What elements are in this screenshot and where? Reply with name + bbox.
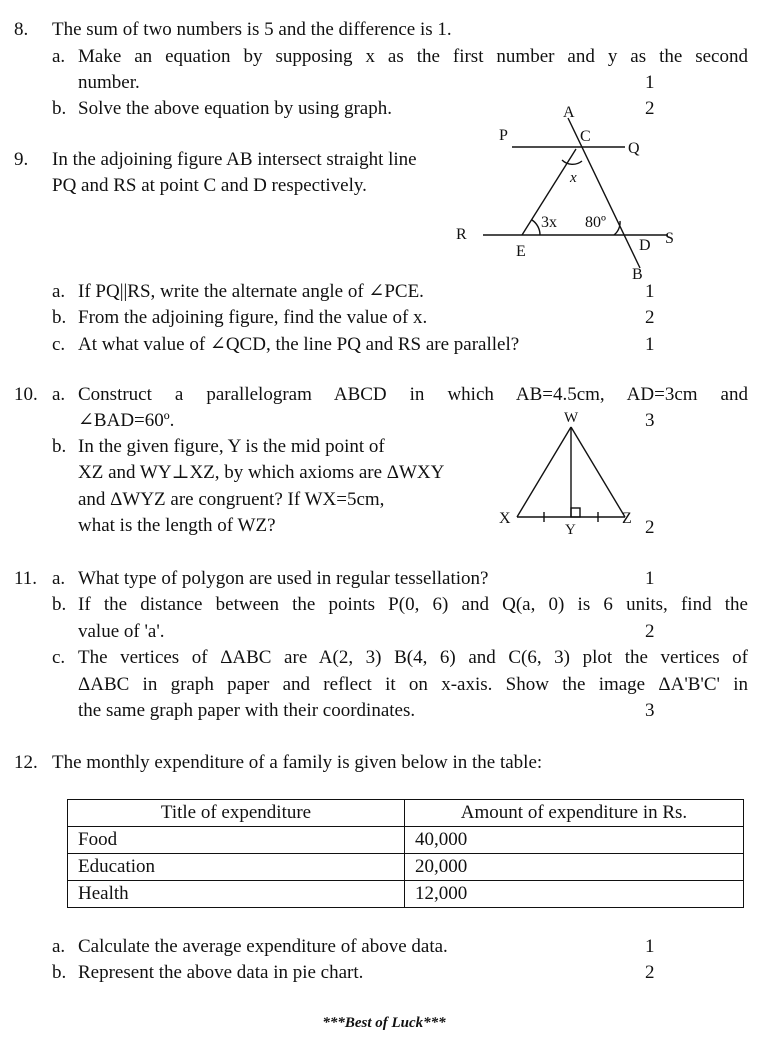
q10a-marks: 3 xyxy=(645,410,655,431)
q10-figure xyxy=(495,405,645,540)
q12a-label: a. xyxy=(52,936,66,957)
label-q: Q xyxy=(628,140,640,157)
table-header-row xyxy=(68,800,744,827)
label-p: P xyxy=(499,127,508,144)
q11b-text-cont: value of 'a'. xyxy=(78,621,165,642)
q10b-text-line3: and ΔWYZ are congruent? If WX=5cm, xyxy=(78,489,385,510)
q9a-marks: 1 xyxy=(645,281,655,302)
angle-3x-label: 3x xyxy=(541,214,557,231)
q11-number: 11. xyxy=(14,568,38,589)
right-angle-mark xyxy=(571,508,580,517)
q10a-label: a. xyxy=(52,384,66,405)
q12a-marks: 1 xyxy=(645,936,655,957)
q11c-label: c. xyxy=(52,647,66,668)
q9a-text: If PQ||RS, write the alternate angle of ∠PCE. xyxy=(78,281,424,302)
q12b-label: b. xyxy=(52,962,67,983)
q10-number: 10. xyxy=(14,384,38,405)
q11c-text-line3: the same graph paper with their coordinates. xyxy=(78,700,416,721)
q8-number: 8. xyxy=(14,19,29,40)
expenditure-table xyxy=(67,799,744,908)
footer-best-of-luck: ***Best of Luck*** xyxy=(322,1015,446,1031)
q12a-text: Calculate the average expenditure of above data. xyxy=(78,936,448,957)
label-r: R xyxy=(456,226,467,243)
q9-stem-line2: PQ and RS at point C and D respectively. xyxy=(52,175,367,196)
q8-stem: The sum of two numbers is 5 and the difference is 1. xyxy=(52,19,452,40)
q11b-label: b. xyxy=(52,594,67,615)
table-header-title: Title of expenditure xyxy=(68,800,405,827)
q9c-label: c. xyxy=(52,334,66,355)
label-b: B xyxy=(632,266,643,283)
q10a-text: Construct a parallelogram ABCD in which AB=4.5cm, AD=3cm and xyxy=(78,384,748,405)
table-cell-amount: 20,000 xyxy=(405,854,744,881)
q8a-text-cont: number. xyxy=(78,72,140,93)
table-cell-title: Health xyxy=(68,881,405,908)
q11a-text: What type of polygon are used in regular tessellation? xyxy=(78,568,489,589)
label-e: E xyxy=(516,243,526,260)
table-cell-amount: 40,000 xyxy=(405,827,744,854)
q10a-text-cont: ∠BAD=60º. xyxy=(78,410,175,431)
q9a-label: a. xyxy=(52,281,66,302)
q8a-text: Make an equation by supposing x as the first number and y as the second xyxy=(78,46,748,67)
q11a-label: a. xyxy=(52,568,66,589)
table-cell-title: Food xyxy=(68,827,405,854)
q8b-text: Solve the above equation by using graph. xyxy=(78,98,392,119)
table-cell-title: Education xyxy=(68,854,405,881)
q11b-text: If the distance between the points P(0, 6) and Q(a, 0) is 6 units, find the xyxy=(78,594,748,615)
q8b-marks: 2 xyxy=(645,98,655,119)
q9b-marks: 2 xyxy=(645,307,655,328)
angle-3x-arc xyxy=(532,220,540,235)
q9-figure xyxy=(450,100,690,285)
q10b-label: b. xyxy=(52,436,67,457)
q12b-text: Represent the above data in pie chart. xyxy=(78,962,364,983)
table-cell-amount: 12,000 xyxy=(405,881,744,908)
angle-x-label: x xyxy=(570,170,577,186)
table-header-amount: Amount of expenditure in Rs. xyxy=(405,800,744,827)
q11b-marks: 2 xyxy=(645,621,655,642)
q12-number: 12. xyxy=(14,752,38,773)
angle-80-label: 80º xyxy=(585,214,606,231)
q11c-marks: 3 xyxy=(645,700,655,721)
q11a-marks: 1 xyxy=(645,568,655,589)
table-row xyxy=(68,881,744,908)
label-s: S xyxy=(665,230,674,247)
label-x: X xyxy=(499,510,511,527)
label-y: Y xyxy=(565,522,576,538)
q9-stem-line1: In the adjoining figure AB intersect straight line xyxy=(52,149,417,170)
label-d: D xyxy=(639,237,651,254)
label-z: Z xyxy=(622,510,632,527)
q8b-label: b. xyxy=(52,98,67,119)
q9b-text: From the adjoining figure, find the value of x. xyxy=(78,307,428,328)
q9-number: 9. xyxy=(14,149,29,170)
table-row xyxy=(68,854,744,881)
label-a: A xyxy=(563,104,575,121)
q10b-marks: 2 xyxy=(645,517,655,538)
q10b-text-line1: In the given figure, Y is the mid point of xyxy=(78,436,385,457)
q12b-marks: 2 xyxy=(645,962,655,983)
label-w: W xyxy=(564,410,579,426)
label-c: C xyxy=(580,128,591,145)
q10b-text-line2: XZ and WY⊥XZ, by which axioms are ΔWXY xyxy=(78,462,445,483)
q12-stem: The monthly expenditure of a family is given below in the table: xyxy=(52,752,543,773)
q9c-marks: 1 xyxy=(645,334,655,355)
side-wz xyxy=(571,427,625,517)
q10b-text-line4: what is the length of WZ? xyxy=(78,515,276,536)
q9c-text: At what value of ∠QCD, the line PQ and RS are parallel? xyxy=(78,334,520,355)
q11c-text-line1: The vertices of ΔABC are A(2, 3) B(4, 6) and C(6, 3) plot the vertices of xyxy=(78,647,748,668)
q8a-label: a. xyxy=(52,46,66,67)
q9b-label: b. xyxy=(52,307,67,328)
table-row xyxy=(68,827,744,854)
side-wx xyxy=(517,427,571,517)
q8a-marks: 1 xyxy=(645,72,655,93)
angle-x-arc xyxy=(562,160,582,164)
q11c-text-line2: ΔABC in graph paper and reflect it on x-axis. Show the image ΔA'B'C' in xyxy=(78,674,748,695)
